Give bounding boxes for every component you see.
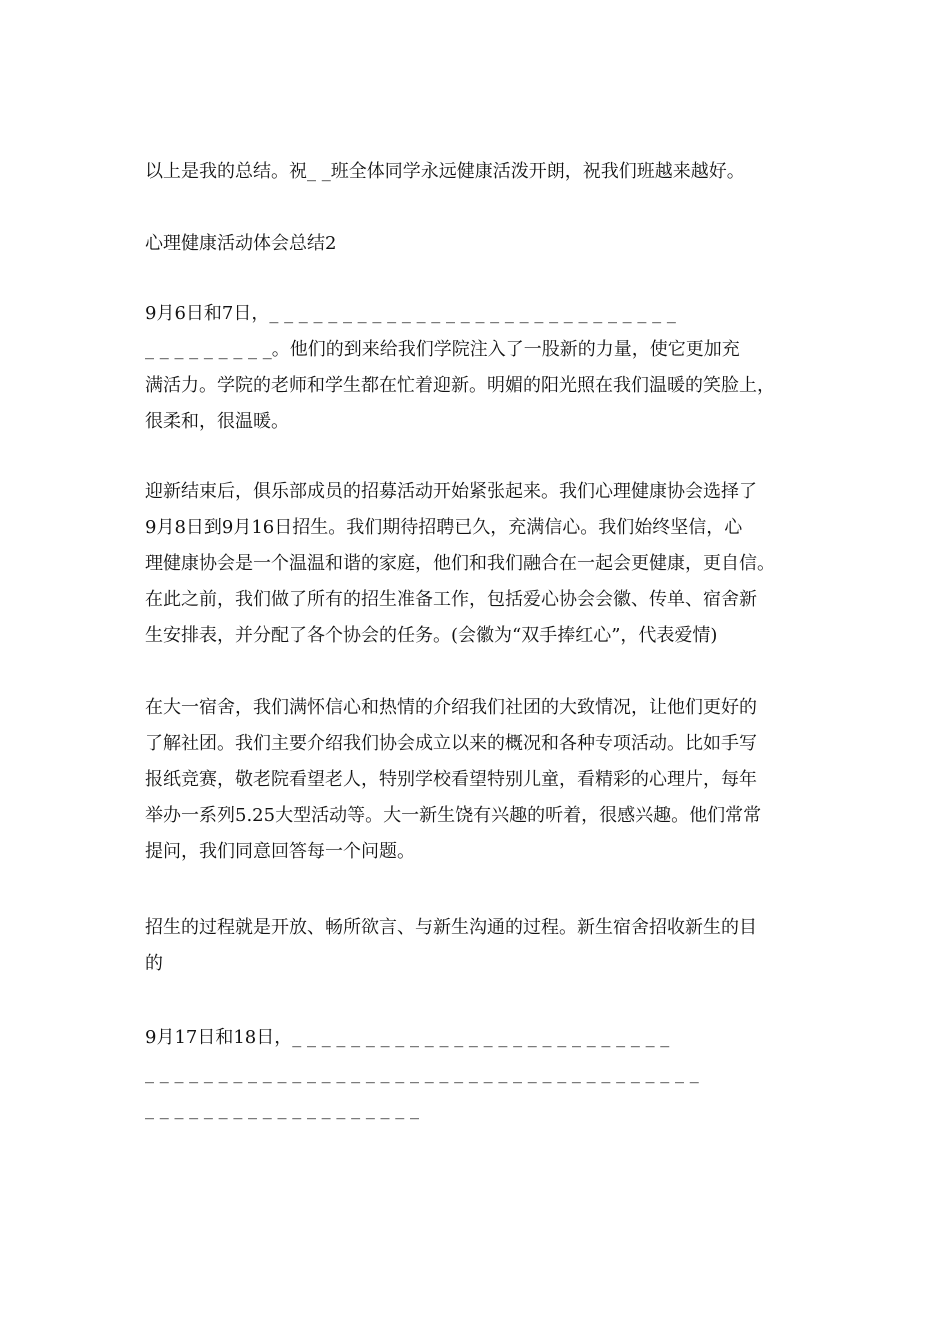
closing-paragraph	[145, 154, 810, 190]
text-line: 在大一宿舍，我们满怀信心和热情的介绍我们社团的大致情况，让他们更好的	[145, 697, 757, 718]
text-line: 提问，我们同意回答每一个问题。	[145, 841, 415, 862]
paragraph-welcome	[145, 296, 810, 440]
text-line: _ _ _ _ _ _ _ _ _ _ _ _ _ _ _ _ _ _ _ _ _ _ _ _ _ _ _ _ _ _ _ _ _ _ _ _ _ _	[145, 1063, 699, 1084]
text-line: 理健康协会是一个温温和谐的家庭，他们和我们融合在一起会更健康，更自信。	[145, 553, 775, 574]
text-line: 满活力。学院的老师和学生都在忙着迎新。明媚的阳光照在我们温暖的笑脸上，	[145, 375, 775, 396]
text-line: 很柔和，很温暖。	[145, 411, 289, 432]
text-line: _ _ _ _ _ _ _ _ _。他们的到来给我们学院注入了一股新的力量，使它更加充	[145, 339, 740, 360]
text-line: 9月6日和7日，_ _ _ _ _ _ _ _ _ _ _ _ _ _ _ _ _ _ _ _ _ _ _ _ _ _ _ _	[145, 303, 676, 324]
text-line: 9月17日和18日，_ _ _ _ _ _ _ _ _ _ _ _ _ _ _ _ _ _ _ _ _ _ _ _ _ _	[145, 1027, 670, 1048]
text-line: 了解社团。我们主要介绍我们协会成立以来的概况和各种专项活动。比如手写	[145, 733, 757, 754]
text-line: 以上是我的总结。祝_ _班全体同学永远健康活泼开朗，祝我们班越来越好。	[145, 161, 745, 182]
text-line: 9月8日到9月16日招生。我们期待招聘已久，充满信心。我们始终坚信，心	[145, 517, 743, 538]
paragraph-dates	[145, 1020, 810, 1128]
text-line: _ _ _ _ _ _ _ _ _ _ _ _ _ _ _ _ _ _ _	[145, 1099, 419, 1120]
section-heading	[145, 226, 810, 262]
paragraph-dormitory	[145, 690, 810, 870]
paragraph-recruitment	[145, 474, 810, 654]
text-line: 迎新结束后，俱乐部成员的招募活动开始紧张起来。我们心理健康协会选择了	[145, 481, 757, 502]
text-line: 的	[145, 953, 163, 974]
text-line: 举办一系列5.25大型活动等。大一新生饶有兴趣的听着，很感兴趣。他们常常	[145, 805, 762, 826]
text-line: 报纸竞赛，敬老院看望老人，特别学校看望特别儿童，看精彩的心理片，每年	[145, 769, 757, 790]
heading-text: 心理健康活动体会总结2	[145, 233, 337, 254]
paragraph-process	[145, 910, 810, 982]
text-line: 生安排表，并分配了各个协会的任务。(会徽为“双手捧红心”，代表爱情)	[145, 625, 718, 646]
text-line: 招生的过程就是开放、畅所欲言、与新生沟通的过程。新生宿舍招收新生的目	[145, 917, 757, 938]
text-line: 在此之前，我们做了所有的招生准备工作，包括爱心协会会徽、传单、宿舍新	[145, 589, 757, 610]
